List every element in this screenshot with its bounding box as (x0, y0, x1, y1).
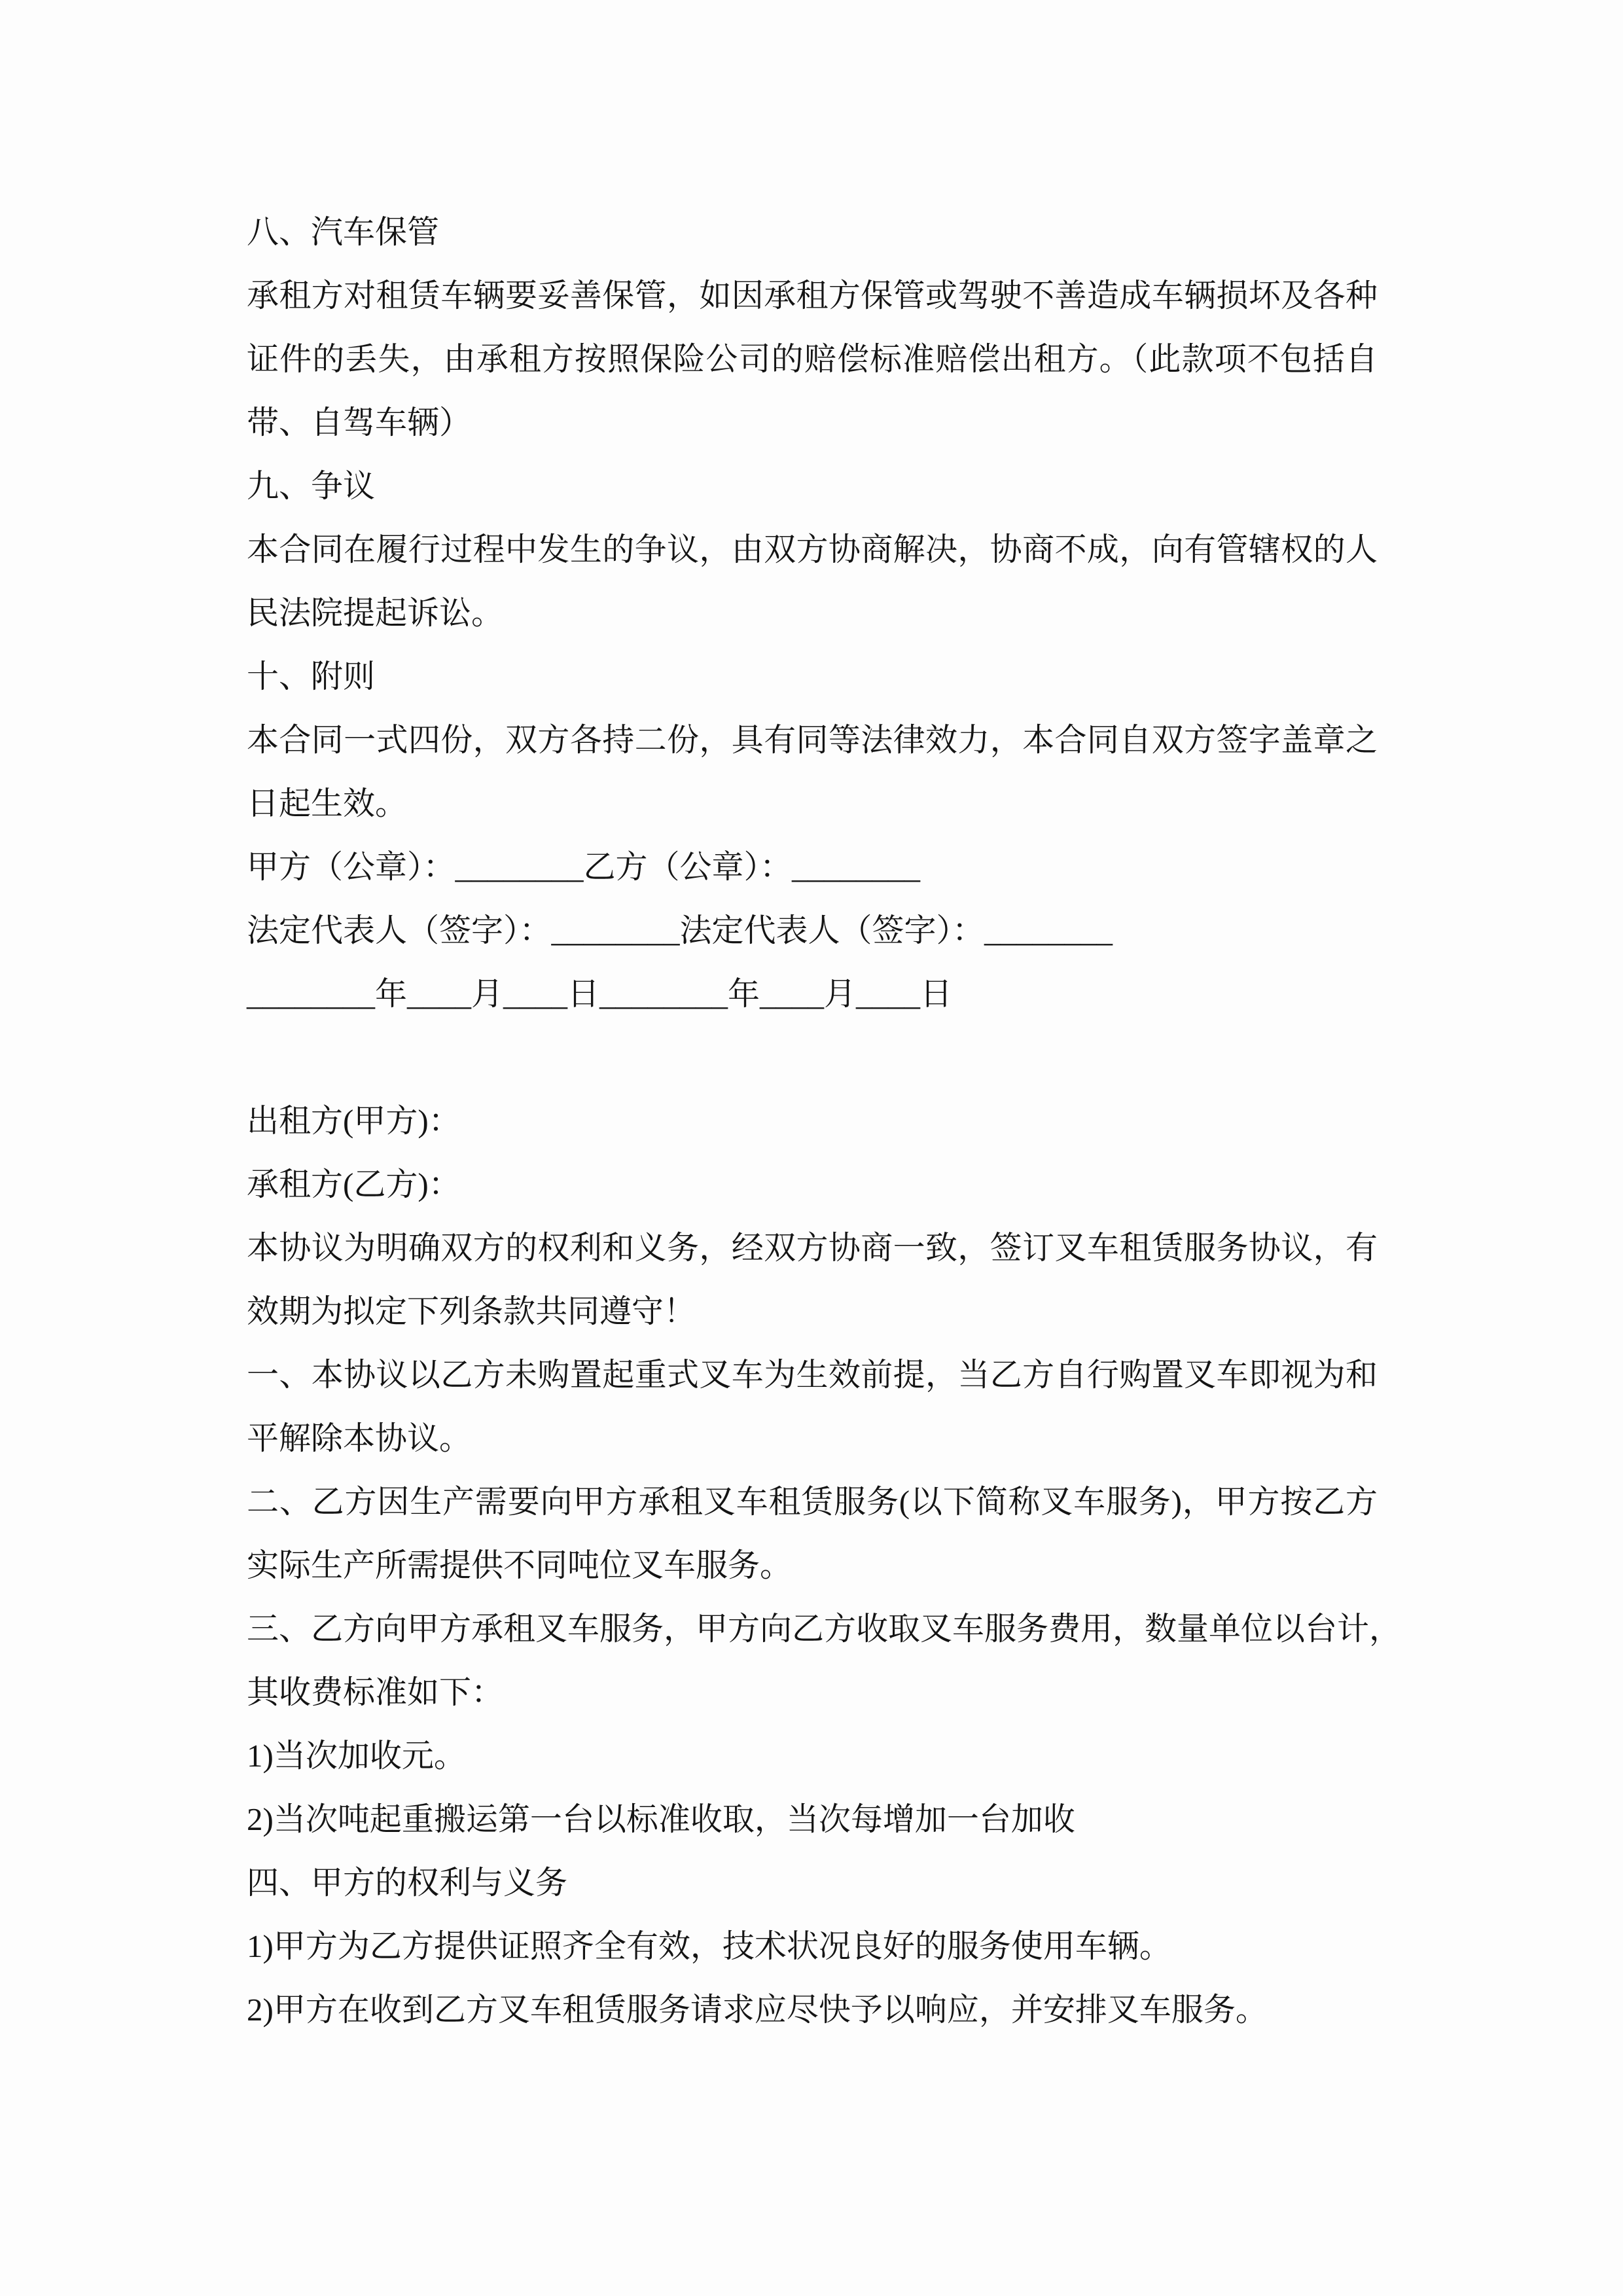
clause-two-line-2: 实际生产所需提供不同吨位叉车服务。 (247, 1547, 793, 1583)
clause-one-line-2: 平解除本协议。 (247, 1420, 472, 1456)
clause-three-line-2: 其收费标准如下： (247, 1674, 504, 1710)
fee-item-2-line: 2)当次吨起重搬运第一台以标准收取，当次每增加一台加收 (247, 1801, 1075, 1837)
lessee-party-b-line: 承租方(乙方)： (247, 1166, 461, 1202)
section-heading-supplementary: 十、附则 (247, 658, 376, 694)
preamble-line-2: 效期为拟定下列条款共同遵守！ (247, 1293, 696, 1329)
blank-line (247, 1026, 1378, 1089)
legal-representative-sign-line: 法定代表人（签字）：________法定代表人（签字）：________ (247, 912, 1113, 948)
contract-text-block (247, 200, 1402, 2041)
date-line: ________年____月____日________年____月____日 (247, 976, 952, 1012)
company-seal-line: 甲方（公章）：________乙方（公章）：________ (247, 849, 921, 885)
lessor-party-a-line: 出租方(甲方)： (247, 1103, 461, 1139)
clause-three-line-1: 三、乙方向甲方承租叉车服务，甲方向乙方收取叉车服务费用，数量单位以台计， (247, 1611, 1402, 1647)
section-heading-car-storage: 八、汽车保管 (247, 214, 440, 250)
car-storage-paragraph-line-2: 证件的丢失，由承租方按照保险公司的赔偿标准赔偿出租方。（此款项不包括自 (247, 341, 1378, 377)
supplementary-paragraph-line-2: 日起生效。 (247, 785, 408, 821)
preamble-line-1: 本协议为明确双方的权利和义务，经双方协商一致，签订叉车租赁服务协议，有 (247, 1230, 1378, 1266)
car-storage-paragraph-line-1: 承租方对租赁车辆要妥善保管，如因承租方保管或驾驶不善造成车辆损坏及各种 (247, 278, 1378, 314)
clause-four-item-1-line: 1)甲方为乙方提供证照齐全有效，技术状况良好的服务使用车辆。 (247, 1928, 1171, 1964)
car-storage-paragraph-line-3: 带、自驾车辆） (247, 404, 472, 440)
clause-four-item-2-line: 2)甲方在收到乙方叉车租赁服务请求应尽快予以响应，并安排叉车服务。 (247, 1992, 1268, 2028)
clause-one-line-1: 一、本协议以乙方未购置起重式叉车为生效前提，当乙方自行购置叉车即视为和 (247, 1357, 1378, 1393)
supplementary-paragraph-line-1: 本合同一式四份，双方各持二份，具有同等法律效力，本合同自双方签字盖章之 (247, 722, 1378, 758)
dispute-paragraph-line-2: 民法院提起诉讼。 (247, 595, 504, 631)
section-heading-dispute: 九、争议 (247, 468, 376, 504)
clause-two-line-1: 二、乙方因生产需要向甲方承租叉车租赁服务(以下简称叉车服务)，甲方按乙方 (247, 1484, 1378, 1520)
clause-four-heading: 四、甲方的权利与义务 (247, 1865, 568, 1901)
fee-item-1-line: 1)当次加收元。 (247, 1738, 466, 1774)
dispute-paragraph-line-1: 本合同在履行过程中发生的争议，由双方协商解决，协商不成，向有管辖权的人 (247, 531, 1378, 567)
